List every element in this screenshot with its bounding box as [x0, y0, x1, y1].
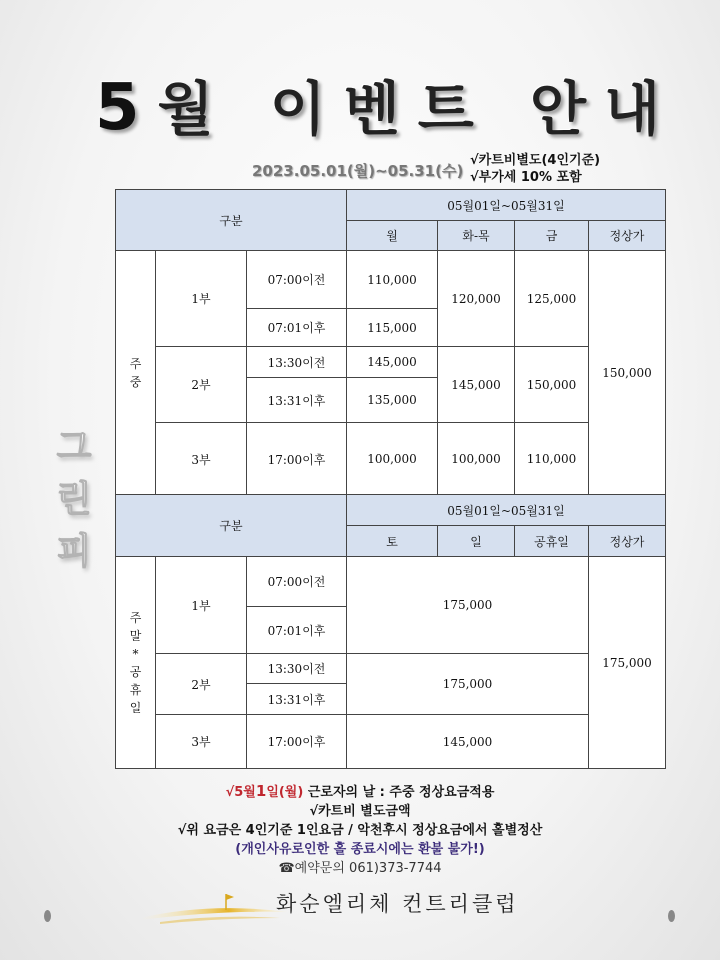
- decorative-dot: [668, 910, 675, 922]
- part-label: 2부: [156, 654, 247, 715]
- category-char: 휴: [129, 682, 142, 697]
- tee-time: 17:00이후: [247, 423, 347, 496]
- price-mon: 110,000: [347, 251, 438, 309]
- header-regular-price: 정상가: [589, 221, 666, 251]
- club-branding: [0, 880, 720, 930]
- price-fri: 150,000: [515, 347, 589, 423]
- price-weekend: 175,000: [347, 654, 589, 715]
- header-day-tue-thu: 화-목: [438, 221, 515, 251]
- part-label: 3부: [156, 715, 247, 769]
- tee-time: 07:01이후: [247, 309, 347, 347]
- header-group: 구분: [116, 190, 347, 251]
- price-fri: 125,000: [515, 251, 589, 347]
- tee-time: 07:01이후: [247, 607, 347, 654]
- category-char: 주: [129, 610, 142, 625]
- price-mon: 115,000: [347, 309, 438, 347]
- footer-line-labor-day: [0, 782, 720, 802]
- footer-notes: [0, 782, 720, 878]
- category-weekend-holiday: [116, 557, 156, 769]
- price-regular: 150,000: [589, 251, 666, 496]
- note-cart-fee: √카트비별도(4인기준): [470, 153, 601, 168]
- side-label-char: 그: [56, 427, 92, 468]
- footer-line-cart: √카트비 별도금액: [309, 804, 411, 819]
- tee-time: 07:00이전: [247, 251, 347, 309]
- category-char: *: [132, 646, 139, 661]
- title-month-number: 5: [95, 71, 158, 145]
- price-mon: 135,000: [347, 378, 438, 423]
- footer-line-reservation[interactable]: ☎예약문의 061)373-7744: [278, 861, 442, 876]
- price-weekend: 175,000: [347, 557, 589, 654]
- top-notes: [470, 152, 600, 186]
- note-vat: √부가세 10% 포함: [470, 170, 582, 185]
- tee-time: 13:31이후: [247, 378, 347, 423]
- footer-line-rates: √위 요금은 4인기준 1인요금 / 악천후시 정상요금에서 홀별정산: [177, 823, 543, 838]
- club-logo-icon: [140, 888, 290, 928]
- header-regular-price: 정상가: [589, 526, 666, 557]
- tee-time: 13:30이전: [247, 347, 347, 378]
- category-char: 말: [129, 628, 142, 643]
- footer-labor-day-text: 근로자의 날 : 주중 정상요금적용: [307, 785, 495, 800]
- weekend-fee-table: [115, 494, 666, 769]
- category-char: 공: [129, 664, 142, 679]
- category-weekday: [116, 251, 156, 496]
- side-label-char: 린: [56, 479, 92, 520]
- part-label: 2부: [156, 347, 247, 423]
- club-name: 화순엘리체 컨트리클럽: [276, 892, 519, 916]
- category-char: 중: [129, 375, 142, 389]
- green-fee-side-label: [54, 422, 94, 578]
- tee-time: 13:30이전: [247, 654, 347, 684]
- part-label: 3부: [156, 423, 247, 496]
- price-tue-thu: 145,000: [438, 347, 515, 423]
- header-day-sun: 일: [438, 526, 515, 557]
- page-title: [95, 62, 679, 145]
- decorative-dot: [44, 910, 51, 922]
- header-day-holiday: 공휴일: [515, 526, 589, 557]
- price-weekend: 145,000: [347, 715, 589, 769]
- category-char: 일: [129, 700, 142, 715]
- tee-time: 07:00이전: [247, 557, 347, 607]
- footer-line-refund: (개인사유로인한 홀 종료시에는 환불 불가!): [235, 842, 485, 857]
- header-day-mon: 월: [347, 221, 438, 251]
- header-period: 05월01일~05월31일: [347, 190, 666, 221]
- part-label: 1부: [156, 557, 247, 654]
- header-group: 구분: [116, 495, 347, 557]
- footer-mark-month: √5월: [225, 785, 256, 800]
- side-label-char: 피: [56, 531, 92, 572]
- category-char: 주: [129, 357, 142, 371]
- tee-time: 13:31이후: [247, 684, 347, 715]
- price-fri: 110,000: [515, 423, 589, 496]
- event-date-range: 2023.05.01(월)~05.31(수): [252, 162, 464, 180]
- header-period: 05월01일~05월31일: [347, 495, 666, 526]
- tee-time: 17:00이후: [247, 715, 347, 769]
- price-tue-thu: 120,000: [438, 251, 515, 347]
- footer-mark-day: 1: [255, 782, 267, 800]
- price-mon: 145,000: [347, 347, 438, 378]
- price-mon: 100,000: [347, 423, 438, 496]
- title-text: 월 이벤트 안내: [157, 75, 679, 143]
- header-day-fri: 금: [515, 221, 589, 251]
- part-label: 1부: [156, 251, 247, 347]
- footer-mark-weekday: 일(월): [266, 785, 304, 800]
- price-tue-thu: 100,000: [438, 423, 515, 496]
- header-day-sat: 토: [347, 526, 438, 557]
- price-regular: 175,000: [589, 557, 666, 769]
- weekday-fee-table: [115, 189, 666, 496]
